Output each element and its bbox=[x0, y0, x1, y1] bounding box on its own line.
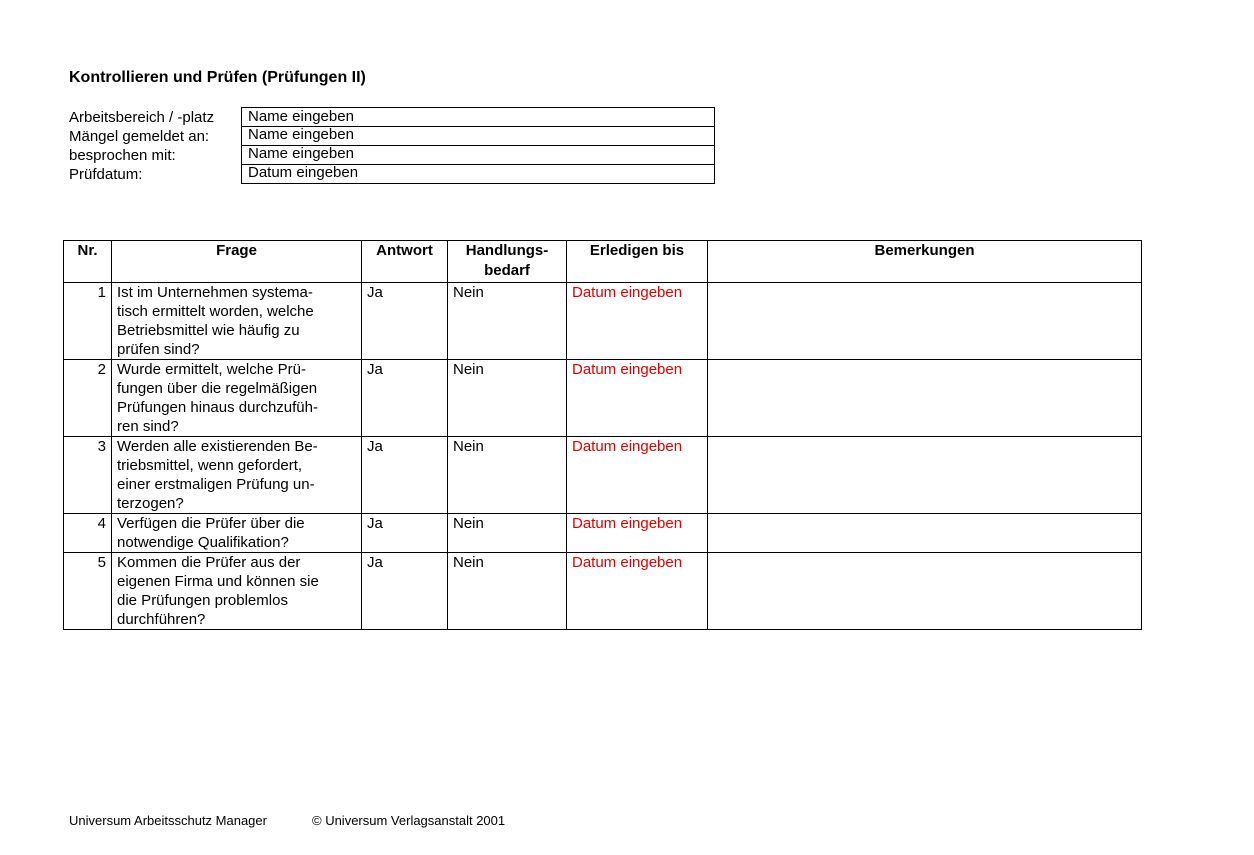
row-number: 1 bbox=[64, 283, 112, 360]
besprochen-mit-field[interactable]: Name eingeben bbox=[241, 145, 715, 165]
due-date-cell[interactable]: Datum eingeben bbox=[567, 553, 708, 630]
arbeitsbereich-field[interactable]: Name eingeben bbox=[241, 107, 715, 127]
remarks-cell[interactable] bbox=[708, 360, 1142, 437]
meta-label-arbeitsbereich: Arbeitsbereich / -platz bbox=[69, 109, 215, 126]
header-handlungsbedarf: Handlungs- bedarf bbox=[448, 241, 567, 283]
due-date-cell[interactable]: Datum eingeben bbox=[567, 360, 708, 437]
due-date-cell[interactable]: Datum eingeben bbox=[567, 283, 708, 360]
remarks-cell[interactable] bbox=[708, 553, 1142, 630]
header-antwort: Antwort bbox=[362, 241, 448, 283]
remarks-cell[interactable] bbox=[708, 514, 1142, 553]
meta-label-pruefdatum: Prüfdatum: bbox=[69, 166, 143, 183]
row-number: 5 bbox=[64, 553, 112, 630]
row-number: 2 bbox=[64, 360, 112, 437]
header-nr: Nr. bbox=[64, 241, 112, 283]
question-cell: Ist im Unternehmen systema- tisch ermittelt worden, welche Betriebsmittel wie häufig zu prüfen sind? bbox=[112, 283, 362, 360]
meta-label-maengel: Mängel gemeldet an: bbox=[69, 128, 210, 145]
row-number: 3 bbox=[64, 437, 112, 514]
footer-product: Universum Arbeitsschutz Manager bbox=[69, 813, 267, 828]
footer-copyright: © Universum Verlagsanstalt 2001 bbox=[312, 813, 506, 828]
question-cell: Werden alle existierenden Be- triebsmittel, wenn gefordert, einer erstmaligen Prüfung un- terzogen? bbox=[112, 437, 362, 514]
checklist-table bbox=[63, 240, 1142, 630]
action-needed-cell[interactable]: Nein bbox=[448, 553, 567, 630]
answer-cell[interactable]: Ja bbox=[362, 360, 448, 437]
question-cell: Kommen die Prüfer aus der eigenen Firma und können sie die Prüfungen problemlos durchführen? bbox=[112, 553, 362, 630]
table-row bbox=[64, 360, 1142, 437]
page-title: Kontrollieren und Prüfen (Prüfungen II) bbox=[69, 69, 366, 86]
row-number: 4 bbox=[64, 514, 112, 553]
pruefdatum-field[interactable]: Datum eingeben bbox=[241, 164, 715, 184]
remarks-cell[interactable] bbox=[708, 283, 1142, 360]
action-needed-cell[interactable]: Nein bbox=[448, 283, 567, 360]
action-needed-cell[interactable]: Nein bbox=[448, 360, 567, 437]
answer-cell[interactable]: Ja bbox=[362, 553, 448, 630]
answer-cell[interactable]: Ja bbox=[362, 283, 448, 360]
due-date-cell[interactable]: Datum eingeben bbox=[567, 514, 708, 553]
maengel-gemeldet-field[interactable]: Name eingeben bbox=[241, 126, 715, 146]
action-needed-cell[interactable]: Nein bbox=[448, 514, 567, 553]
header-bemerkungen: Bemerkungen bbox=[708, 241, 1142, 283]
answer-cell[interactable]: Ja bbox=[362, 514, 448, 553]
action-needed-cell[interactable]: Nein bbox=[448, 437, 567, 514]
table-row bbox=[64, 553, 1142, 630]
header-erledigen-bis: Erledigen bis bbox=[567, 241, 708, 283]
table-row bbox=[64, 283, 1142, 360]
answer-cell[interactable]: Ja bbox=[362, 437, 448, 514]
question-cell: Verfügen die Prüfer über die notwendige Qualifikation? bbox=[112, 514, 362, 553]
meta-label-besprochen: besprochen mit: bbox=[69, 147, 176, 164]
table-row bbox=[64, 437, 1142, 514]
due-date-cell[interactable]: Datum eingeben bbox=[567, 437, 708, 514]
remarks-cell[interactable] bbox=[708, 437, 1142, 514]
question-cell: Wurde ermittelt, welche Prü- fungen über die regelmäßigen Prüfungen hinaus durchzufüh- ren sind? bbox=[112, 360, 362, 437]
header-frage: Frage bbox=[112, 241, 362, 283]
table-header-row bbox=[64, 241, 1142, 283]
table-row bbox=[64, 514, 1142, 553]
